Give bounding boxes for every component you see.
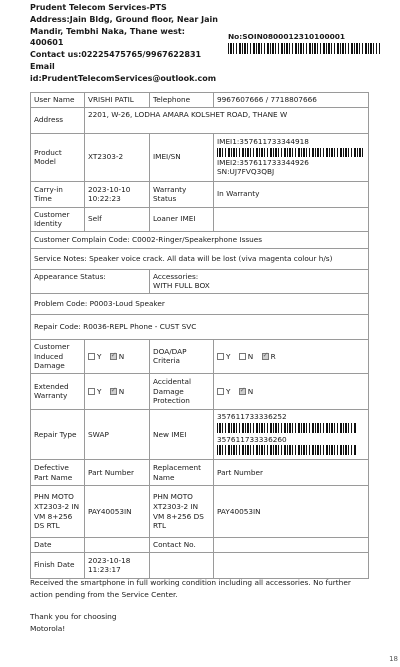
accessories-value: WITH FULL BOX (153, 281, 210, 291)
replacement-part-number: PAY40053IN (214, 486, 369, 538)
checkbox-checked-icon[interactable] (110, 388, 117, 395)
checkbox-icon[interactable] (239, 353, 246, 360)
new-imei2-text: 357611733336260 (217, 434, 287, 444)
table-row (31, 373, 369, 409)
thank-you-note: Thank you for choosing Motorola! (30, 612, 117, 633)
doa-option-r: ✓ R (262, 352, 276, 361)
received-statement: Received the smartphone in full working condition including all accessories. No further action pending from the Service Center. (30, 578, 351, 599)
carry-in-label: Carry-in Time (31, 181, 85, 207)
service-number: No:SOIN0800012310100001 (228, 32, 346, 41)
doa-label: DOA/DAP Criteria (150, 339, 214, 373)
customer-damage-options (85, 339, 150, 373)
repair-type-label: Repair Type (31, 409, 85, 459)
repair-code: Repair Code: R0036-REPL Phone - CUST SVC (31, 314, 369, 339)
doa-options (214, 339, 369, 373)
service-number-barcode (228, 43, 380, 54)
loaner-imei-value (214, 207, 369, 231)
table-row (31, 269, 369, 293)
telephone-label: Telephone (150, 93, 214, 108)
date-label: Date (31, 538, 85, 553)
new-imei-value (214, 409, 369, 459)
imei2-text: IMEI2:357611733344926 (217, 157, 309, 167)
company-email: id:PrudentTelecomServices@outlook.com (30, 73, 217, 83)
company-contact: Contact us:02225475765/9967622831 (30, 50, 202, 60)
letterhead (30, 2, 370, 90)
part-number-label: Part Number (214, 460, 369, 486)
accidental-label: Accidental Damage Protection (150, 373, 214, 409)
accessories (150, 269, 369, 293)
new-imei1-barcode (217, 423, 357, 433)
problem-code: Problem Code: P0003-Loud Speaker (31, 293, 369, 314)
table-row (31, 460, 369, 486)
extended-option-n: ✓ N (110, 387, 124, 396)
footer (30, 577, 370, 645)
accidental-option-n: ✓ N (239, 387, 253, 396)
loaner-imei-label: Loaner IMEI (150, 207, 214, 231)
checkbox-checked-icon[interactable] (110, 353, 117, 360)
warranty-label: Warranty Status (150, 181, 214, 207)
damage-option-y: Y (88, 352, 101, 361)
checkbox-icon[interactable] (217, 353, 224, 360)
accidental-option-y: Y (217, 387, 230, 396)
date-value (85, 538, 150, 553)
checkbox-icon[interactable] (88, 388, 95, 395)
customer-identity-label: Customer Identity (31, 207, 85, 231)
doa-option-y: Y (217, 352, 230, 361)
customer-identity-value: Self (85, 207, 150, 231)
defective-part-value: PHN MOTO XT2303-2 IN VM 8+256 DS RTL (31, 486, 85, 538)
replacement-part-value: PHN MOTO XT2303-2 IN VM 8+256 DS RTL (150, 486, 214, 538)
table-row (31, 93, 369, 108)
appearance-status: Appearance Status: (31, 269, 150, 293)
address-value: 2201, W-26, LODHA AMARA KOLSHET ROAD, THANE W (85, 107, 369, 133)
replacement-label: Replacement Name (150, 460, 214, 486)
accessories-label: Accessories: (153, 271, 199, 281)
carry-in-value: 2023-10-10 10:22:23 (85, 181, 150, 207)
service-number-block (228, 32, 388, 54)
checkbox-icon[interactable] (217, 388, 224, 395)
table-row (31, 133, 369, 181)
repair-type-value: SWAP (85, 409, 150, 459)
accidental-options (214, 373, 369, 409)
table-row (31, 538, 369, 553)
checkbox-checked-icon[interactable] (262, 353, 269, 360)
serial-number: SN:UJ7FVQ3QBJ (217, 167, 275, 177)
contact-label: Contact No. (150, 538, 214, 553)
imei1-text: IMEI1:357611733344918 (217, 137, 309, 147)
company-info (30, 2, 240, 85)
finish-date-label: Finish Date (31, 552, 85, 578)
signature-cell (214, 552, 369, 578)
service-job-sheet (30, 92, 369, 579)
user-name-value: VRISHI PATIL (85, 93, 150, 108)
table-row (31, 107, 369, 133)
finish-date-value: 2023-10-18 11:23:17 (85, 552, 150, 578)
company-address-line: Mandir, Tembhi Naka, Thane west: (30, 26, 185, 36)
checkbox-checked-icon[interactable] (239, 388, 246, 395)
damage-option-n: ✓ N (110, 352, 124, 361)
warranty-value: In Warranty (214, 181, 369, 207)
new-imei-label: New IMEI (150, 409, 214, 459)
table-row (31, 248, 369, 269)
checkbox-icon[interactable] (88, 353, 95, 360)
contact-value (214, 538, 369, 553)
extended-warranty-label: Extended Warranty (31, 373, 85, 409)
table-row (31, 552, 369, 578)
extended-warranty-options (85, 373, 150, 409)
doa-option-n: N (239, 352, 253, 361)
user-name-label: User Name (31, 93, 85, 108)
imei-sn-value (214, 133, 369, 181)
table-row (31, 339, 369, 373)
company-email-label: Email (30, 61, 55, 71)
service-notes: Service Notes: Speaker voice crack. All data will be lost (viva magenta colour h/s) (31, 248, 369, 269)
table-row (31, 409, 369, 459)
defective-part-number: PAY40053IN (85, 486, 150, 538)
company-pincode: 400601 (30, 38, 64, 48)
telephone-value: 9967607666 / 7718807666 (214, 93, 369, 108)
company-address-line: Address:Jain Bldg, Ground floor, Near Jain (30, 14, 218, 24)
table-row (31, 314, 369, 339)
product-model-label: Product Model (31, 133, 85, 181)
customer-damage-label: Customer Induced Damage (31, 339, 85, 373)
company-name: Prudent Telecom Services-PTS (30, 3, 167, 12)
extended-option-y: Y (88, 387, 101, 396)
table-row (31, 293, 369, 314)
product-model-value: XT2303-2 (85, 133, 150, 181)
table-row (31, 486, 369, 538)
defective-part-label: Defective Part Name (31, 460, 85, 486)
table-row (31, 207, 369, 231)
complain-code: Customer Complain Code: C0002-Ringer/Speakerphone Issues (31, 231, 369, 248)
imei-sn-label: IMEI/SN (150, 133, 214, 181)
table-row (31, 231, 369, 248)
table-row (31, 181, 369, 207)
address-label: Address (31, 107, 85, 133)
signature-cell (150, 552, 214, 578)
imei1-barcode (217, 148, 363, 157)
new-imei2-barcode (217, 445, 357, 455)
part-number-label: Part Number (85, 460, 150, 486)
page-number: 18 (389, 655, 398, 663)
new-imei1-text: 357611733336252 (217, 411, 287, 421)
